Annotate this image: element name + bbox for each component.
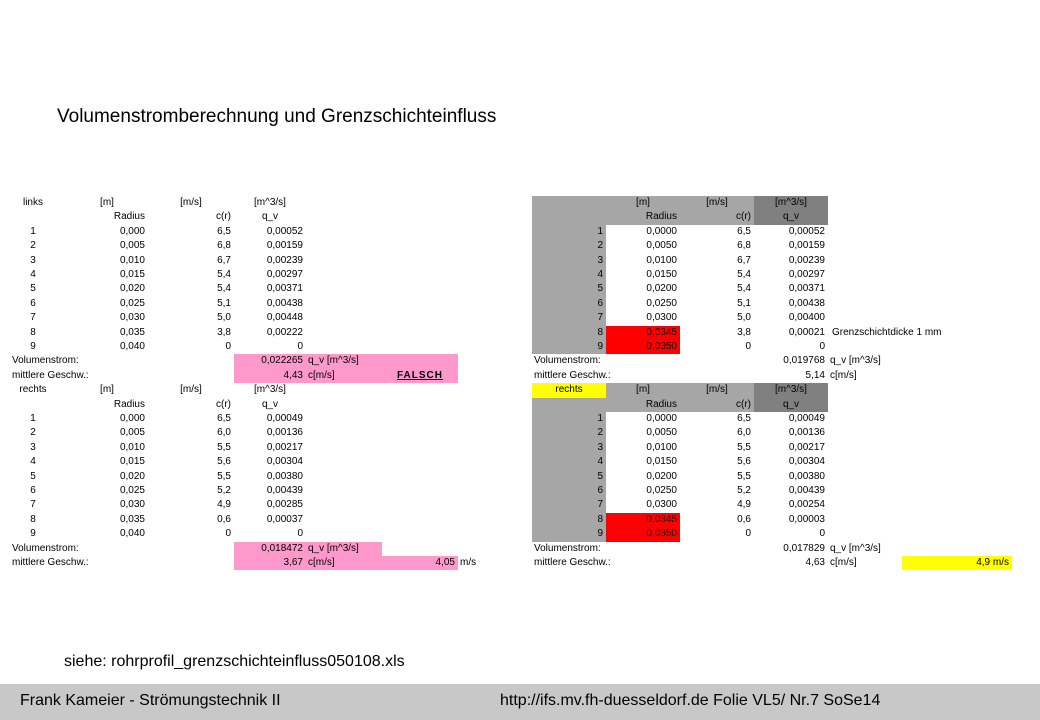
footer-url-slide: http://ifs.mv.fh-duesseldorf.de Folie VL5/ Nr.7 SoSe14 (500, 692, 881, 709)
velocity-value: 6,7 (737, 254, 751, 266)
table-row (0, 455, 520, 469)
radius-value: 0,015 (119, 269, 145, 280)
extra-velocity-value: 4,9 m/s (902, 556, 1012, 570)
unit-label: [m] (100, 384, 114, 396)
row-index: 2 (30, 240, 36, 252)
flow-value: 0,00021 (788, 326, 825, 338)
units-row (520, 196, 1040, 210)
right-spreadsheet (520, 196, 1040, 576)
velocity-value: 5,5 (737, 470, 751, 482)
volumenstrom-label: Volumenstrom: (534, 542, 601, 554)
mean-velocity-value: 4,43 (234, 369, 306, 383)
unit-label: [m^3/s] (254, 384, 286, 396)
velocity-value: 6,5 (217, 225, 231, 237)
index-header (532, 398, 606, 412)
unit-label: [m] (100, 197, 114, 208)
row-index: 9 (30, 341, 36, 352)
flow-value: 0,00254 (788, 499, 825, 511)
radius-value: 0,035 (119, 513, 145, 525)
volumenstrom-label: Volumenstrom: (12, 355, 79, 367)
header-row (0, 210, 520, 224)
radius-value: 0,0100 (646, 254, 677, 266)
table-row (0, 340, 520, 354)
velocity-value: 5,5 (737, 441, 751, 453)
table-row (520, 326, 1040, 340)
radius-value: 0,005 (119, 240, 145, 252)
boundary-layer-note: Grenzschichtdicke 1 mm (832, 326, 942, 338)
volumenstrom-row (0, 354, 520, 368)
radius-value: 0,0250 (646, 297, 677, 309)
flow-value: 0,00297 (788, 269, 825, 280)
flow-value: 0,00438 (788, 297, 825, 309)
radius-value: 0,0300 (646, 312, 677, 324)
flow-value: 0,00217 (788, 441, 825, 453)
flow-value: 0 (819, 528, 825, 540)
row-index: 1 (30, 413, 36, 424)
row-index: 5 (30, 283, 36, 295)
velocity-value: 0,6 (737, 513, 751, 525)
row-index: 6 (30, 297, 36, 309)
flow-value: 0,00371 (788, 283, 825, 295)
header-row (520, 210, 1040, 224)
velocity-value: 6,8 (737, 240, 751, 252)
flow-value: 0,00052 (266, 225, 303, 237)
extra-velocity-value: 4,05 (382, 556, 458, 570)
velocity-value: 5,1 (737, 297, 751, 309)
radius-value: 0,0150 (646, 456, 677, 468)
flow-value: 0,00439 (266, 485, 303, 496)
column-header: q_v (261, 398, 279, 410)
velocity-value: 6,0 (217, 427, 231, 439)
velocity-value: 5,1 (217, 297, 231, 309)
flow-value: 0 (297, 528, 303, 540)
mean-velocity-unit: c[m/s] (830, 369, 857, 381)
unit-label: [m^3/s] (754, 383, 828, 397)
flow-value: 0,00285 (266, 499, 303, 511)
velocity-value: 6,7 (217, 254, 231, 266)
flow-value: 0,00159 (788, 240, 825, 252)
row-index: 2 (532, 239, 606, 253)
velocity-value: 5,4 (217, 269, 231, 280)
column-header: q_v (754, 210, 828, 224)
flow-value: 0 (819, 341, 825, 352)
row-index: 5 (532, 282, 606, 296)
flow-value: 0,00380 (266, 470, 303, 482)
header-row (0, 398, 520, 412)
unit-label: [m/s] (180, 197, 202, 208)
table-row (0, 311, 520, 325)
row-index: 4 (30, 456, 36, 468)
table-row (0, 297, 520, 311)
table-row (0, 412, 520, 426)
table-row (520, 297, 1040, 311)
table-row (520, 225, 1040, 239)
column-header: c(r) (680, 210, 754, 224)
units-row (520, 383, 1040, 397)
column-header: Radius (606, 210, 680, 224)
table-row (0, 441, 520, 455)
mean-velocity-label: mittlere Geschw.: (534, 557, 611, 568)
header-row (520, 398, 1040, 412)
table-row (0, 498, 520, 512)
mean-velocity-label: mittlere Geschw.: (534, 369, 611, 381)
row-index: 2 (30, 427, 36, 439)
table-row (520, 498, 1040, 512)
velocity-value: 5,6 (737, 456, 751, 468)
unit-label: [m/s] (180, 384, 202, 396)
radius-value: 0,025 (119, 485, 145, 496)
velocity-value: 5,4 (737, 269, 751, 280)
velocity-value: 0,6 (217, 513, 231, 525)
radius-value: 0,0345 (606, 326, 680, 340)
velocity-value: 5,4 (217, 283, 231, 295)
column-header: q_v (754, 398, 828, 412)
row-index: 1 (30, 225, 36, 237)
radius-value: 0,025 (119, 297, 145, 309)
flow-value: 0,00438 (266, 297, 303, 309)
velocity-value: 3,8 (737, 326, 751, 338)
units-row (0, 196, 520, 210)
footer-author-course: Frank Kameier - Strömungstechnik II (20, 692, 281, 709)
radius-value: 0,0350 (606, 527, 680, 541)
table-row (520, 455, 1040, 469)
row-index: 3 (532, 441, 606, 455)
block-label: rechts (532, 383, 606, 397)
unit-label: [m/s] (680, 196, 754, 210)
volumenstrom-unit: q_v [m^3/s] (830, 542, 881, 554)
flow-value: 0,00159 (266, 240, 303, 252)
row-index: 4 (532, 455, 606, 469)
row-index: 4 (532, 268, 606, 282)
mean-velocity-value: 4,63 (805, 557, 825, 568)
flow-value: 0,00239 (266, 254, 303, 266)
row-index: 1 (532, 412, 606, 426)
radius-value: 0,020 (119, 470, 145, 482)
flow-value: 0,00239 (788, 254, 825, 266)
row-index: 9 (532, 340, 606, 354)
table-row (520, 412, 1040, 426)
flow-value: 0,00037 (266, 513, 303, 525)
radius-value: 0,0350 (606, 340, 680, 354)
volumenstrom-value: 0,019768 (783, 355, 825, 367)
column-header: c(r) (216, 398, 231, 410)
velocity-value: 6,5 (217, 413, 231, 424)
flow-value: 0,00439 (788, 485, 825, 496)
radius-value: 0,0150 (646, 269, 677, 280)
slide-title: Volumenstromberechnung und Grenzschichteinfluss (57, 106, 497, 127)
radius-value: 0,0250 (646, 485, 677, 496)
volumenstrom-unit: q_v [m^3/s] (306, 354, 382, 368)
velocity-value: 5,4 (737, 283, 751, 295)
flow-value: 0,00304 (788, 456, 825, 468)
volumenstrom-label: Volumenstrom: (534, 355, 601, 367)
table-row (0, 484, 520, 498)
flow-value: 0 (297, 341, 303, 352)
flow-value: 0,00049 (788, 413, 825, 424)
table-row (0, 254, 520, 268)
velocity-value: 3,8 (217, 326, 231, 338)
velocity-value: 6,0 (737, 427, 751, 439)
table-row (520, 426, 1040, 440)
column-header: Radius (113, 211, 145, 223)
table-row (520, 340, 1040, 354)
table-row (0, 513, 520, 527)
table-row (0, 470, 520, 484)
row-index: 6 (532, 297, 606, 311)
row-index: 3 (30, 254, 36, 266)
velocity-value: 5,0 (737, 312, 751, 324)
velocity-value: 5,0 (217, 312, 231, 324)
column-header: q_v (261, 211, 279, 223)
block-label: rechts (19, 384, 47, 396)
volumenstrom-value: 0,018472 (234, 542, 306, 556)
flow-value: 0,00222 (266, 326, 303, 338)
column-header: c(r) (680, 398, 754, 412)
row-index: 5 (30, 470, 36, 482)
volumenstrom-label: Volumenstrom: (12, 542, 79, 554)
velocity-value: 0 (745, 528, 751, 540)
volumenstrom-row (0, 542, 520, 556)
unit-label: [m^3/s] (754, 196, 828, 210)
radius-value: 0,030 (119, 499, 145, 511)
table-row (520, 527, 1040, 541)
table-row (520, 268, 1040, 282)
row-index: 2 (532, 426, 606, 440)
row-index: 6 (532, 484, 606, 498)
flow-value: 0,00400 (788, 312, 825, 324)
row-index: 8 (532, 513, 606, 527)
velocity-value: 6,5 (737, 413, 751, 424)
extra-velocity-unit: m/s (460, 557, 477, 568)
falsch-flag: FALSCH (382, 369, 458, 383)
footer-bar (0, 684, 1040, 720)
velocity-value: 4,9 (217, 499, 231, 511)
row-index: 7 (30, 499, 36, 511)
radius-value: 0,005 (119, 427, 145, 439)
velocity-value: 5,2 (217, 485, 231, 496)
table-row (0, 527, 520, 541)
row-index: 3 (30, 441, 36, 453)
volumenstrom-value: 0,017829 (783, 542, 825, 554)
radius-value: 0,015 (119, 456, 145, 468)
row-index: 1 (532, 225, 606, 239)
mean-velocity-row (520, 556, 1040, 570)
row-index: 3 (532, 254, 606, 268)
row-index: 4 (30, 269, 36, 280)
radius-value: 0,0050 (646, 240, 677, 252)
row-index: 7 (30, 312, 36, 324)
mean-velocity-row (520, 369, 1040, 383)
radius-value: 0,010 (119, 441, 145, 453)
mean-velocity-row (0, 556, 520, 570)
flow-value: 0,00304 (266, 456, 303, 468)
radius-value: 0,040 (119, 528, 145, 540)
row-index: 7 (532, 498, 606, 512)
file-reference-note: siehe: rohrprofil_grenzschichteinfluss050108.xls (64, 653, 405, 670)
table-row (520, 254, 1040, 268)
radius-value: 0,0345 (606, 513, 680, 527)
highlight-cell (382, 354, 458, 368)
volumenstrom-row (520, 354, 1040, 368)
radius-value: 0,000 (119, 413, 145, 424)
radius-value: 0,020 (119, 283, 145, 295)
mean-velocity-value: 5,14 (805, 369, 825, 381)
row-index: 5 (532, 470, 606, 484)
flow-value: 0,00380 (788, 470, 825, 482)
velocity-value: 0 (225, 341, 231, 352)
radius-value: 0,0100 (646, 441, 677, 453)
velocity-value: 6,8 (217, 240, 231, 252)
flow-value: 0,00003 (788, 513, 825, 525)
row-index: 9 (532, 527, 606, 541)
column-header: Radius (113, 398, 145, 410)
volumenstrom-unit: q_v [m^3/s] (306, 542, 382, 556)
units-row (0, 383, 520, 397)
velocity-value: 0 (745, 341, 751, 352)
radius-value: 0,035 (119, 326, 145, 338)
block-label (532, 196, 606, 210)
unit-label: [m] (606, 196, 680, 210)
velocity-value: 0 (225, 528, 231, 540)
volumenstrom-row (520, 542, 1040, 556)
table-row (0, 268, 520, 282)
velocity-value: 5,5 (217, 470, 231, 482)
table-row (520, 484, 1040, 498)
radius-value: 0,0200 (646, 283, 677, 295)
velocity-value: 5,5 (217, 441, 231, 453)
table-row (520, 470, 1040, 484)
mean-velocity-row (0, 369, 520, 383)
table-row (520, 513, 1040, 527)
velocity-value: 6,5 (737, 225, 751, 237)
mean-velocity-label: mittlere Geschw.: (12, 557, 89, 568)
volumenstrom-unit: q_v [m^3/s] (830, 355, 881, 367)
table-row (0, 239, 520, 253)
radius-value: 0,010 (119, 254, 145, 266)
velocity-value: 5,6 (217, 456, 231, 468)
radius-value: 0,0000 (646, 225, 677, 237)
row-index: 8 (30, 513, 36, 525)
flow-value: 0,00371 (266, 283, 303, 295)
radius-value: 0,0050 (646, 427, 677, 439)
left-spreadsheet (0, 196, 520, 576)
radius-value: 0,0000 (646, 413, 677, 424)
velocity-value: 4,9 (737, 499, 751, 511)
flow-value: 0,00136 (788, 427, 825, 439)
table-row (520, 282, 1040, 296)
table-row (520, 441, 1040, 455)
table-row (520, 239, 1040, 253)
mean-velocity-label: mittlere Geschw.: (12, 369, 89, 381)
table-row (520, 311, 1040, 325)
mean-velocity-unit: c[m/s] (306, 369, 382, 383)
table-row (0, 426, 520, 440)
flow-value: 0,00448 (266, 312, 303, 324)
unit-label: [m^3/s] (254, 197, 286, 208)
radius-value: 0,030 (119, 312, 145, 324)
row-index: 6 (30, 485, 36, 496)
unit-label: [m] (606, 383, 680, 397)
flow-value: 0,00052 (788, 225, 825, 237)
table-row (0, 326, 520, 340)
mean-velocity-unit: c[m/s] (830, 557, 857, 568)
velocity-value: 5,2 (737, 485, 751, 496)
table-row (0, 282, 520, 296)
flow-value: 0,00049 (266, 413, 303, 424)
index-header (532, 210, 606, 224)
row-index: 8 (30, 326, 36, 338)
column-header: Radius (606, 398, 680, 412)
radius-value: 0,040 (119, 341, 145, 352)
flow-value: 0,00136 (266, 427, 303, 439)
mean-velocity-unit: c[m/s] (306, 556, 382, 570)
flow-value: 0,00297 (266, 269, 303, 280)
unit-label: [m/s] (680, 383, 754, 397)
row-index: 7 (532, 311, 606, 325)
radius-value: 0,0300 (646, 499, 677, 511)
row-index: 8 (532, 326, 606, 340)
row-index: 9 (30, 528, 36, 540)
radius-value: 0,000 (119, 225, 145, 237)
block-label: links (22, 197, 43, 208)
column-header: c(r) (216, 211, 231, 223)
volumenstrom-value: 0,022265 (234, 354, 306, 368)
flow-value: 0,00217 (266, 441, 303, 453)
radius-value: 0,0200 (646, 470, 677, 482)
mean-velocity-value: 3,67 (234, 556, 306, 570)
table-row (0, 225, 520, 239)
